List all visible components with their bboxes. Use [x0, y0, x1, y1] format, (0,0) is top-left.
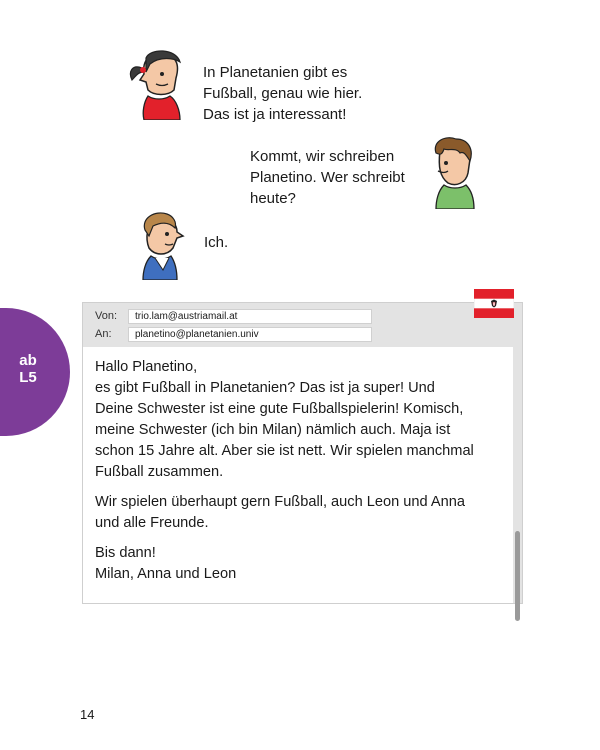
speech-line: Kommt, wir schreiben	[250, 148, 395, 165]
email-line: Wir spielen überhaupt gern Fußball, auch Leon und Anna	[95, 494, 465, 510]
speech-line: Ich.	[204, 234, 229, 251]
speech-line: In Planetanien gibt es	[203, 64, 348, 81]
email-body	[95, 357, 507, 594]
scrollbar-track[interactable]	[513, 347, 522, 603]
email-paragraph	[95, 492, 507, 534]
girl-speech	[203, 62, 362, 125]
curly-boy-illustration	[426, 137, 478, 209]
from-label: Von:	[95, 310, 118, 322]
boy-illustration	[137, 210, 187, 280]
email-line: und alle Freunde.	[95, 515, 209, 531]
email-paragraph	[95, 543, 507, 585]
speech-line: Planetino. Wer schreibt	[250, 169, 405, 186]
email-line: schon 15 Jahre alt. Aber sie ist nett. Wir spielen manchmal	[95, 443, 474, 459]
email-line: Deine Schwester ist eine gute Fußballspielerin! Komisch,	[95, 401, 464, 417]
girl-illustration	[124, 50, 190, 120]
email-line: Fußball zusammen.	[95, 464, 224, 480]
email-paragraph	[95, 357, 507, 483]
speech-line: Das ist ja interessant!	[203, 106, 347, 123]
email-header	[83, 303, 522, 347]
email-line: Bis dann!	[95, 545, 156, 561]
to-label: An:	[95, 328, 112, 340]
email-line: es gibt Fußball in Planetanien? Das ist ja super! Und	[95, 380, 435, 396]
scrollbar-thumb[interactable]	[515, 531, 520, 621]
to-field[interactable]: planetino@planetanien.univ	[128, 327, 372, 342]
speech-line: Fußball, genau wie hier.	[203, 85, 363, 102]
speech-line: heute?	[250, 190, 296, 207]
email-line: Milan, Anna und Leon	[95, 566, 237, 582]
austria-flag-icon	[474, 289, 514, 318]
from-field[interactable]: trio.lam@austriamail.at	[128, 309, 372, 324]
email-line: Hallo Planetino,	[95, 359, 198, 375]
tab-line-1: ab	[19, 352, 37, 369]
lesson-tab-label	[0, 352, 56, 386]
email-line: meine Schwester (ich bin Milan) nämlich auch. Maja ist	[95, 422, 451, 438]
email-window	[82, 302, 523, 604]
tab-line-2: L5	[19, 369, 37, 386]
page-number: 14	[80, 707, 95, 722]
curly-boy-speech	[250, 146, 405, 209]
boy-speech	[204, 232, 228, 253]
